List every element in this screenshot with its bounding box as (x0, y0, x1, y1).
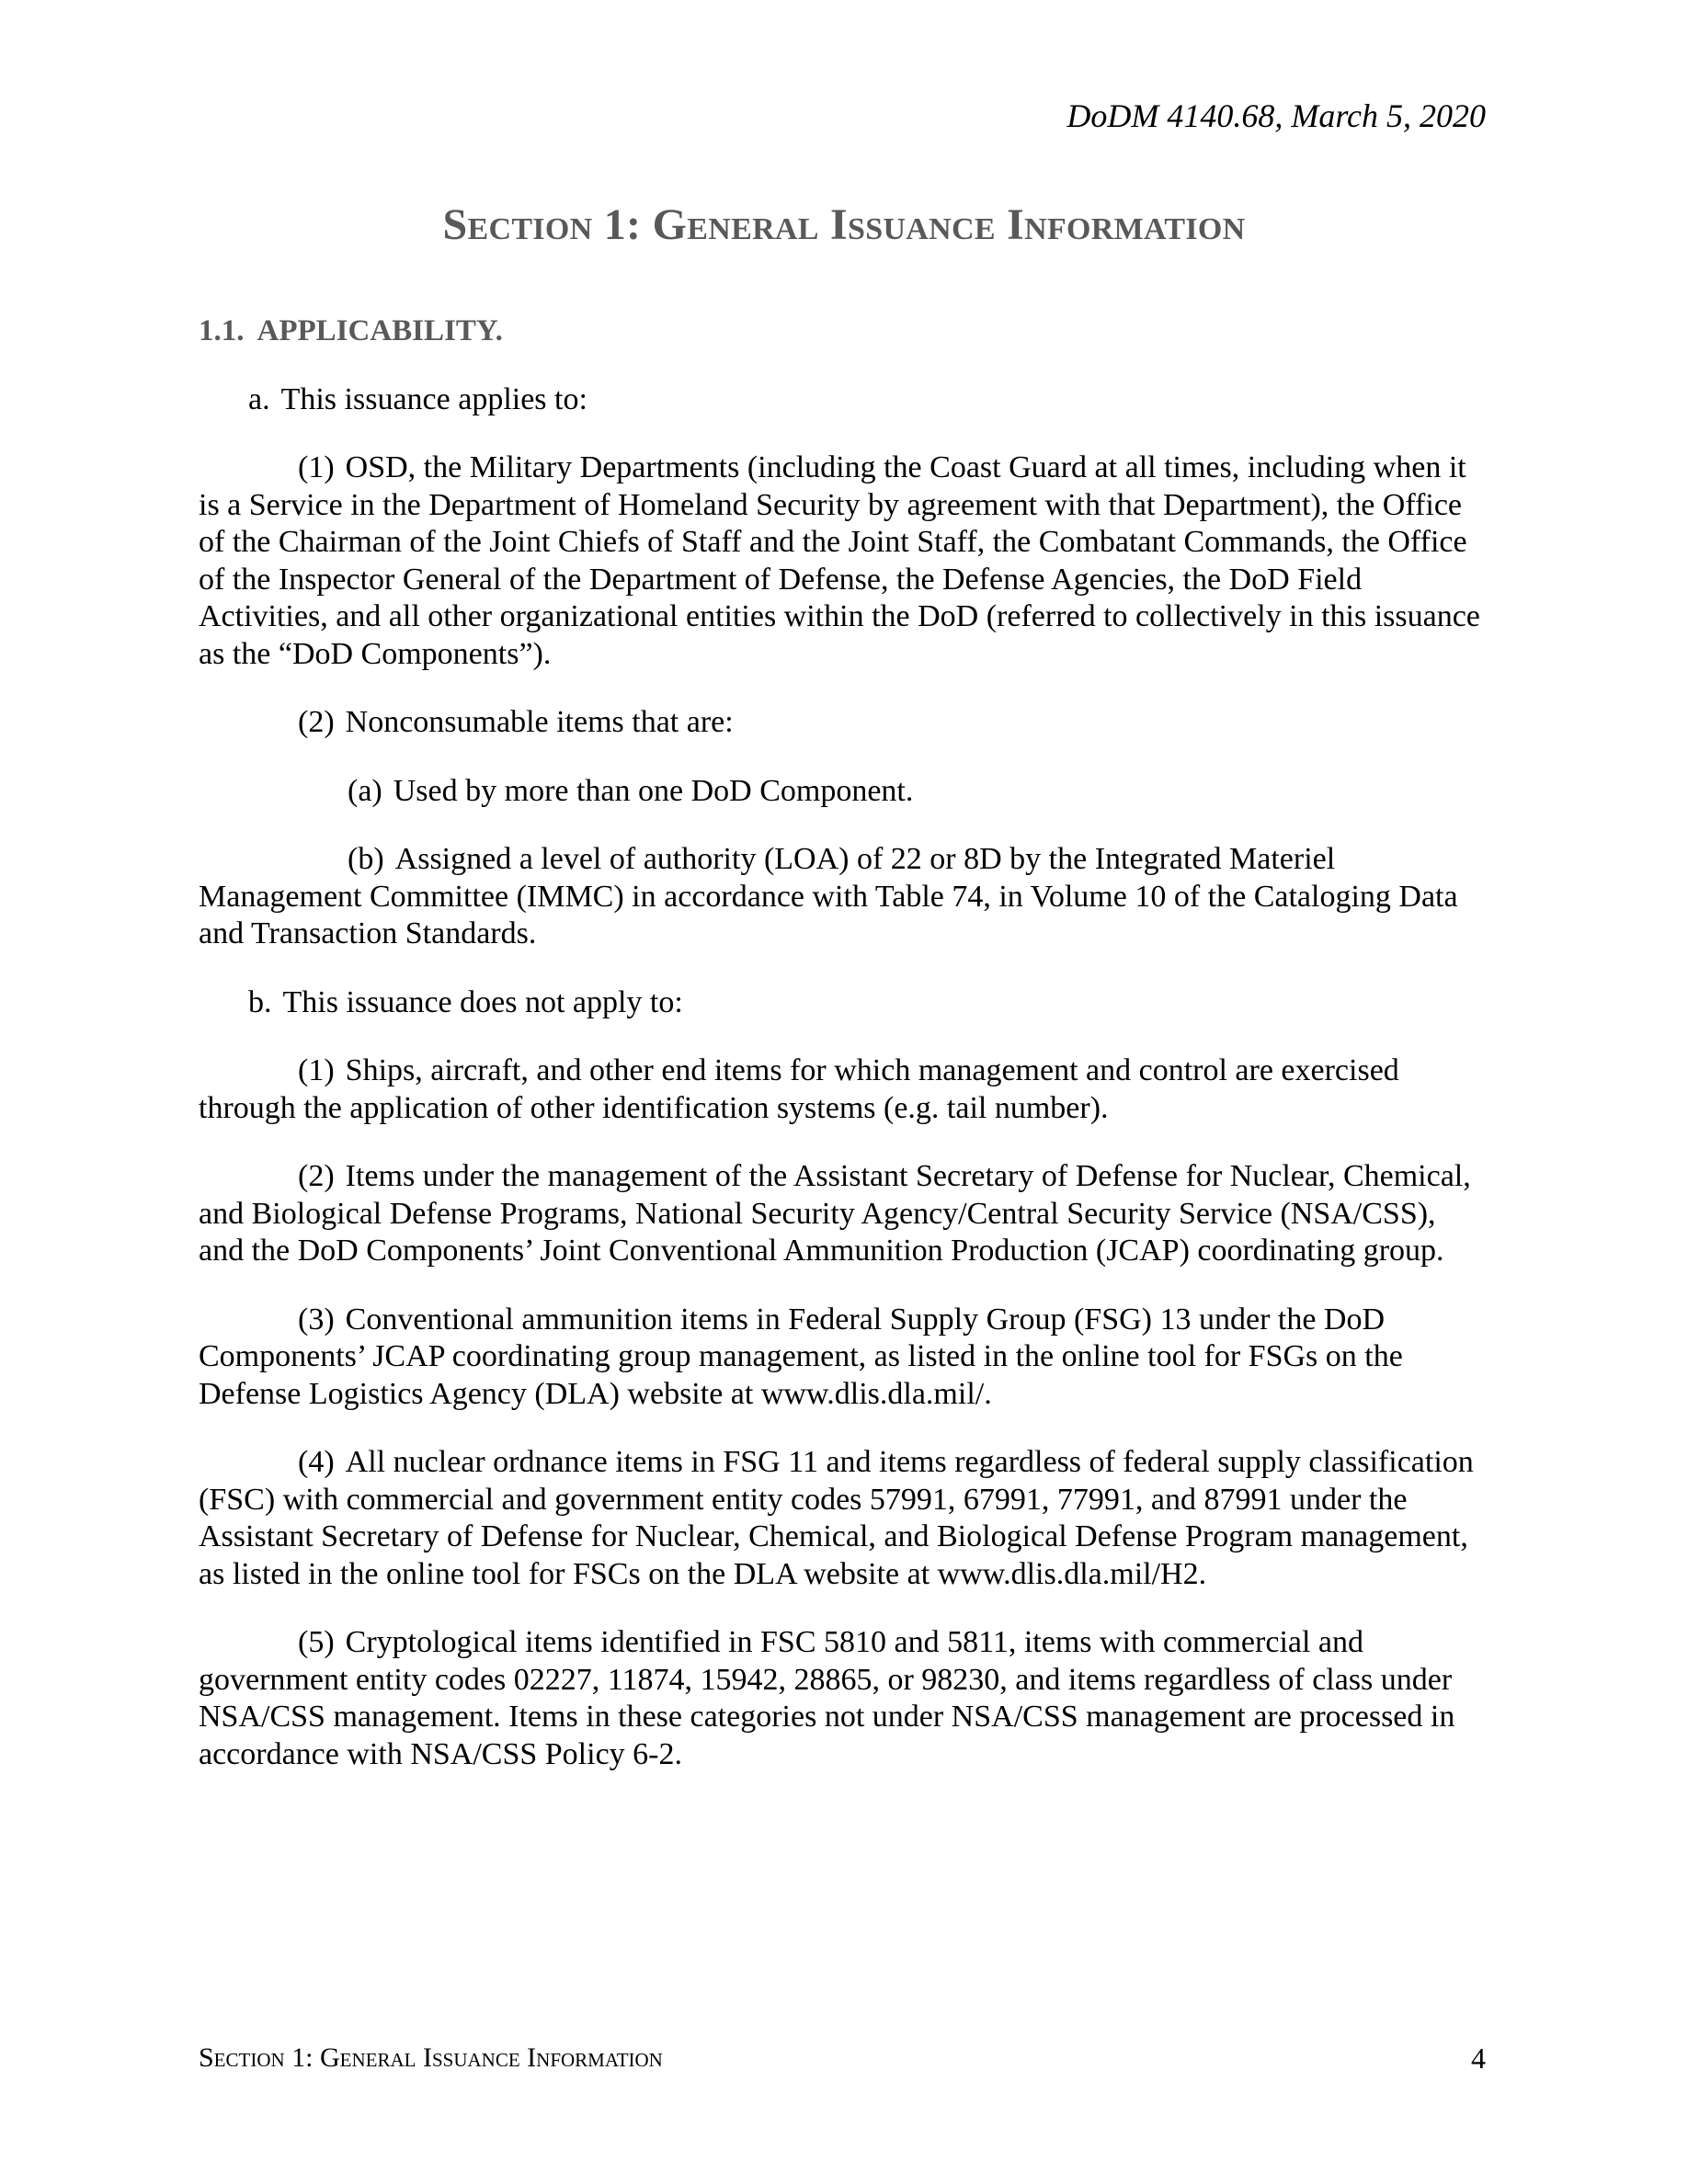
item-b-5 (199, 1624, 1486, 1773)
subparagraph-label: b. (248, 984, 272, 1019)
item-text: OSD, the Military Departments (including the Coast Guard at all times, including when it is a Service in the Department of Homeland Security by agreement with that Department), the Office of the Chairman of the Joint Chiefs of Staff and the Joint Staff, the Combatant Commands, the Office of the Inspector General of the Department of Defense, the Defense Agencies, the DoD Field Activities, and all other organizational entities within the DoD (referred to collectively in this issuance as the “DoD Components”). (199, 450, 1480, 671)
subparagraph-text: This issuance applies to: (280, 381, 587, 416)
item-text: Items under the management of the Assistant Secretary of Defense for Nuclear, Chemical, and Biological Defense Programs, National Security Agency/Central Security Service (NSA/CSS), and the DoD Components’ Joint Conventional Ammunition Production (JCAP) coordinating group. (199, 1159, 1471, 1268)
subitem-label: (b) (348, 842, 384, 876)
item-text: Cryptological items identified in FSC 5810 and 5811, items with commercial and government entity codes 02227, 11874, 15942, 28865, or 98230, and items regardless of class under NSA/CSS management. Items in these categories not under NSA/CSS management are processed in accordance with NSA/CSS Policy 6-2. (199, 1625, 1455, 1771)
subitem-text: Assigned a level of authority (LOA) of 22 or 8D by the Integrated Materiel Management Committee (IMMC) in accordance with Table 74, in Volume 10 of the Cataloging Data and Transaction Standards. (199, 842, 1458, 950)
subitem-a-2-b (199, 841, 1486, 953)
paragraph-number: 1.1. (199, 314, 245, 347)
paragraph-heading-applicability (199, 313, 1486, 350)
subparagraph-label: a. (248, 381, 270, 416)
item-label: (5) (298, 1625, 335, 1659)
footer-page-number: 4 (1471, 2042, 1486, 2075)
item-b-4 (199, 1444, 1486, 1593)
section-title: Section 1: General Issuance Information (442, 200, 1246, 249)
item-label: (2) (298, 705, 335, 739)
item-text: Conventional ammunition items in Federal Supply Group (FSG) 13 under the DoD Components’ JCAP coordinating group management, as listed in the online tool for FSGs on the Defense Logistics Agency (DLA) website at www.dlis.dla.mil/. (199, 1302, 1403, 1411)
body-text (199, 313, 1486, 1804)
item-label: (4) (298, 1445, 335, 1479)
paragraph-title: APPLICABILITY. (257, 314, 503, 347)
item-a-2 (199, 704, 1486, 742)
item-label: (1) (298, 1053, 335, 1087)
subparagraph-b (199, 984, 1486, 1022)
subparagraph-a (199, 381, 1486, 419)
item-text: Nonconsumable items that are: (345, 705, 734, 739)
item-label: (2) (298, 1159, 335, 1193)
subitem-text: Used by more than one DoD Component. (393, 773, 914, 808)
item-a-1 (199, 449, 1486, 673)
item-b-2 (199, 1158, 1486, 1270)
footer-section-label: Section 1: General Issuance Information (199, 2042, 663, 2073)
item-text: Ships, aircraft, and other end items for which management and control are exercised through the application of other identification systems (e.g. tail number). (199, 1053, 1399, 1125)
subitem-a-2-a (199, 773, 1486, 811)
item-label: (3) (298, 1302, 335, 1337)
item-label: (1) (298, 450, 335, 484)
subparagraph-text: This issuance does not apply to: (282, 984, 683, 1019)
item-b-1 (199, 1052, 1486, 1127)
item-text: All nuclear ordnance items in FSG 11 and items regardless of federal supply classification (FSC) with commercial and government entity codes 57991, 67991, 77991, and 87991 under the Assistant Secretary of Defense for Nuclear, Chemical, and Biological Defense Program management, as listed in the online tool for FSCs on the DLA website at www.dlis.dla.mil/H2. (199, 1445, 1474, 1591)
item-b-3 (199, 1302, 1486, 1414)
running-header: DoDM 4140.68, March 5, 2020 (1066, 97, 1486, 134)
subitem-label: (a) (348, 773, 382, 808)
